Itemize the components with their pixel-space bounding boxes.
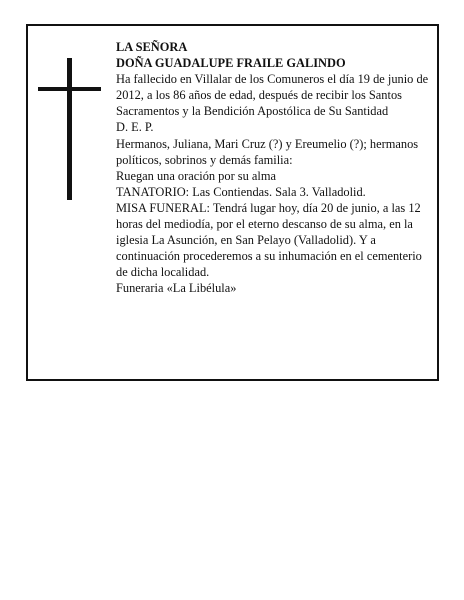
funeral-mass: MISA FUNERAL: Tendrá lugar hoy, día 20 de junio, a las 12 horas del mediodía, por el eterno descanso de su alma, en la iglesia La Asunción, en San Pelayo (Valladolid). Y a continuación procederemos a su inhumación en el cementerio de dicha localidad. bbox=[116, 200, 422, 280]
obituary-notice bbox=[26, 24, 439, 381]
funeral-home: Funeraria «La Libélula» bbox=[116, 281, 237, 296]
death-announcement: Ha fallecido en Villalar de los Comuneros el día 19 de junio de 2012, a los 86 años de edad, después de recibir los Santos Sacramentos y la Bendición Apostólica de Su Santidad bbox=[116, 72, 429, 119]
notice-title: LA SEÑORA bbox=[116, 40, 188, 54]
cross-icon bbox=[67, 58, 72, 200]
family-list: Hermanos, Juliana, Mari Cruz (?) y Ereumelio (?); hermanos políticos, sobrinos y demás familia: bbox=[116, 136, 419, 167]
cross-icon-arm bbox=[38, 87, 101, 91]
rip-line: D. E. P. bbox=[116, 120, 154, 135]
prayer-request: Ruegan una oración por su alma bbox=[116, 168, 276, 183]
wake-location: TANATORIO: Las Contiendas. Sala 3. Valladolid. bbox=[116, 184, 366, 199]
notice-text bbox=[116, 39, 434, 297]
deceased-name: DOÑA GUADALUPE FRAILE GALINDO bbox=[116, 56, 346, 71]
